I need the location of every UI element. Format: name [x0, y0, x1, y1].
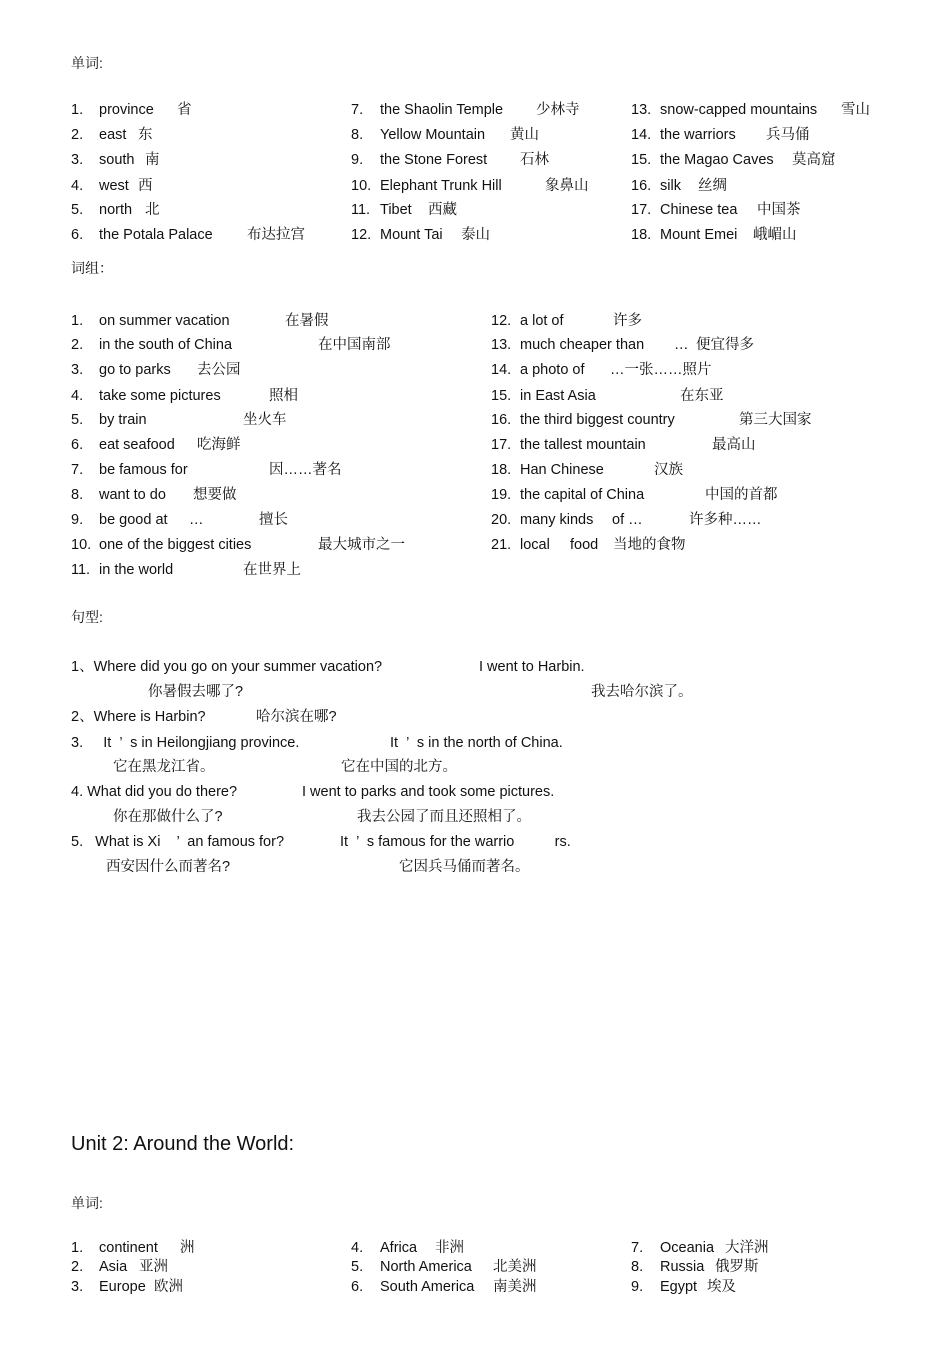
- phrase-english: a photo of: [520, 362, 585, 378]
- phrase-english: take some pictures: [99, 388, 221, 404]
- word-english: Mount Emei: [660, 227, 738, 243]
- sentence-5-a-zh: 它因兵马俑而著名。: [399, 859, 530, 875]
- word-chinese: 东: [138, 127, 153, 143]
- word-number: 2.: [71, 127, 84, 143]
- phrase-english: many kinds: [520, 512, 594, 528]
- sentence-4-a: I went to parks and took some pictures.: [302, 784, 555, 800]
- word-number: 8.: [351, 127, 364, 143]
- phrase-english: Han Chinese: [520, 462, 604, 478]
- phrase-number: 11.: [71, 562, 91, 578]
- phrase-number: 21.: [491, 537, 512, 553]
- phrase-english: much cheaper than: [520, 337, 645, 353]
- word-english: the Shaolin Temple: [380, 102, 504, 118]
- word-english: Mount Tai: [380, 227, 443, 243]
- word-number: 13.: [631, 102, 652, 118]
- word-chinese: 莫高窟: [792, 152, 836, 168]
- phrase-english: the capital of China: [520, 487, 645, 503]
- word-english: silk: [660, 178, 681, 194]
- phrase-english: be famous for: [99, 462, 188, 478]
- phrase-english: in the south of China: [99, 337, 233, 353]
- word-chinese: 象鼻山: [545, 178, 589, 194]
- unit2-word-english: Oceania: [660, 1240, 715, 1256]
- sentence-3-a: It ’ s in the north of China.: [390, 735, 563, 751]
- phrase-english: go to parks: [99, 362, 171, 378]
- unit2-word-english: North America: [380, 1259, 472, 1275]
- phrase-chinese: 因……著名: [269, 462, 342, 478]
- word-chinese: 雪山: [841, 102, 870, 118]
- phrase-number: 5.: [71, 412, 84, 428]
- phrase-english: a lot of: [520, 313, 564, 329]
- word-english: west: [99, 178, 129, 194]
- phrase-ellipsis: …: [674, 337, 689, 353]
- phrases-heading: 词组：: [71, 260, 113, 276]
- word-number: 1.: [71, 102, 84, 118]
- word-number: 10.: [351, 178, 372, 194]
- phrase-chinese: 最大城市之一: [318, 537, 405, 553]
- sentence-2-q-zh: 哈尔滨在哪?: [256, 709, 337, 725]
- word-number: 4.: [71, 178, 84, 194]
- word-english: Chinese tea: [660, 202, 738, 218]
- phrase-number: 17.: [491, 437, 512, 453]
- sentence-5-q: 5. What is Xi ’ an famous for?: [71, 834, 285, 850]
- unit2-word-number: 4.: [351, 1240, 364, 1256]
- word-chinese: 南: [145, 152, 160, 168]
- words-heading: 单词:: [71, 55, 103, 71]
- unit2-word-chinese: 俄罗斯: [715, 1259, 759, 1275]
- unit2-word-number: 3.: [71, 1279, 84, 1295]
- phrase-number: 14.: [491, 362, 512, 378]
- sentence-4-q: 4. What did you do there?: [71, 784, 238, 800]
- phrase-number: 2.: [71, 337, 84, 353]
- phrase-english: local: [520, 537, 550, 553]
- word-chinese: 中国茶: [757, 202, 801, 218]
- phrase-chinese: 当地的食物: [613, 537, 686, 553]
- phrase-number: 9.: [71, 512, 84, 528]
- phrase-chinese: …一张……照片: [610, 362, 712, 378]
- word-number: 12.: [351, 227, 372, 243]
- word-english: the Potala Palace: [99, 227, 213, 243]
- sentence-5-a: It ’ s famous for the warrio rs.: [340, 834, 571, 850]
- sentence-3-a-zh: 它在中国的北方。: [341, 759, 457, 775]
- phrase-chinese: 许多种……: [689, 512, 762, 528]
- unit2-word-chinese: 非洲: [435, 1240, 464, 1256]
- unit2-word-chinese: 南美洲: [493, 1279, 537, 1295]
- unit2-words-heading: 单词:: [71, 1195, 103, 1211]
- word-chinese: 省: [177, 102, 192, 118]
- word-english: Tibet: [380, 202, 412, 218]
- phrase-english: one of the biggest cities: [99, 537, 252, 553]
- phrase-chinese: 去公园: [197, 362, 241, 378]
- phrase-ellipsis: food: [570, 537, 599, 553]
- phrase-number: 16.: [491, 412, 512, 428]
- phrase-english: by train: [99, 412, 147, 428]
- phrase-number: 4.: [71, 388, 84, 404]
- sentence-3-q: 3. It ’ s in Heilongjiang province.: [71, 735, 300, 751]
- word-english: Elephant Trunk Hill: [380, 178, 502, 194]
- sentence-1-q-zh: 你暑假去哪了?: [148, 684, 244, 700]
- phrase-english: in East Asia: [520, 388, 596, 404]
- word-chinese: 西藏: [428, 202, 457, 218]
- word-chinese: 丝绸: [698, 178, 727, 194]
- sentence-1-a: I went to Harbin.: [479, 659, 585, 675]
- phrase-chinese: 照相: [269, 388, 298, 404]
- unit2-word-english: South America: [380, 1279, 475, 1295]
- phrase-chinese: 坐火车: [243, 412, 287, 428]
- word-number: 18.: [631, 227, 652, 243]
- unit2-word-english: Africa: [380, 1240, 418, 1256]
- unit2-word-number: 8.: [631, 1259, 644, 1275]
- phrase-number: 6.: [71, 437, 84, 453]
- phrase-chinese: 第三大国家: [739, 412, 812, 428]
- word-number: 6.: [71, 227, 84, 243]
- unit2-word-chinese: 埃及: [707, 1279, 736, 1295]
- phrase-english: be good at: [99, 512, 168, 528]
- word-number: 17.: [631, 202, 652, 218]
- word-number: 9.: [351, 152, 364, 168]
- phrase-chinese: 吃海鲜: [197, 437, 241, 453]
- unit2-word-english: Europe: [99, 1279, 146, 1295]
- unit2-word-number: 5.: [351, 1259, 364, 1275]
- word-chinese: 少林寺: [536, 102, 580, 118]
- unit2-word-chinese: 北美洲: [493, 1259, 537, 1275]
- phrase-chinese: 在东亚: [680, 388, 724, 404]
- word-chinese: 黄山: [510, 127, 539, 143]
- unit2-word-number: 9.: [631, 1279, 644, 1295]
- sentence-4-q-zh: 你在那做什么了?: [113, 809, 223, 825]
- word-number: 3.: [71, 152, 84, 168]
- phrase-chinese: 在中国南部: [318, 337, 391, 353]
- unit2-word-number: 6.: [351, 1279, 364, 1295]
- unit2-word-english: Russia: [660, 1259, 705, 1275]
- phrase-english: on summer vacation: [99, 313, 230, 329]
- phrase-number: 10.: [71, 537, 92, 553]
- sentence-5-q-zh: 西安因什么而著名?: [106, 859, 231, 875]
- sentence-1-q: 1、Where did you go on your summer vacation?: [71, 659, 383, 675]
- word-chinese: 西: [138, 178, 153, 194]
- word-number: 11.: [351, 202, 371, 218]
- word-english: east: [99, 127, 127, 143]
- sentences-heading: 句型:: [71, 609, 103, 625]
- phrase-english: the tallest mountain: [520, 437, 646, 453]
- phrase-chinese: 便宜得多: [696, 337, 754, 353]
- word-chinese: 峨嵋山: [753, 227, 797, 243]
- word-number: 5.: [71, 202, 84, 218]
- unit2-word-chinese: 大洋洲: [725, 1240, 769, 1256]
- word-english: the Stone Forest: [380, 152, 488, 168]
- word-chinese: 布达拉宫: [247, 227, 305, 243]
- unit2-word-chinese: 亚洲: [139, 1259, 168, 1275]
- phrase-chinese: 中国的首都: [705, 487, 778, 503]
- phrase-number: 20.: [491, 512, 512, 528]
- phrase-number: 18.: [491, 462, 512, 478]
- phrase-english: want to do: [99, 487, 166, 503]
- word-english: province: [99, 102, 154, 118]
- phrase-chinese: 擅长: [259, 512, 288, 528]
- phrase-number: 1.: [71, 313, 84, 329]
- phrase-chinese: 在世界上: [243, 562, 301, 578]
- sentence-3-q-zh: 它在黑龙江省。: [113, 759, 215, 775]
- phrase-number: 15.: [491, 388, 512, 404]
- phrase-chinese: 最高山: [712, 437, 756, 453]
- word-chinese: 石林: [520, 152, 549, 168]
- phrase-chinese: 汉族: [654, 462, 683, 478]
- phrase-number: 13.: [491, 337, 512, 353]
- unit2-word-english: Egypt: [660, 1279, 698, 1295]
- word-english: the Magao Caves: [660, 152, 774, 168]
- phrase-ellipsis: of …: [612, 512, 643, 528]
- phrase-english: the third biggest country: [520, 412, 675, 428]
- phrase-number: 12.: [491, 313, 512, 329]
- word-english: south: [99, 152, 135, 168]
- word-number: 14.: [631, 127, 652, 143]
- word-number: 7.: [351, 102, 364, 118]
- word-english: the warriors: [660, 127, 736, 143]
- phrase-number: 7.: [71, 462, 84, 478]
- phrase-chinese: 想要做: [193, 487, 237, 503]
- sentence-2-q: 2、Where is Harbin?: [71, 709, 206, 725]
- phrase-ellipsis: …: [189, 512, 204, 528]
- unit2-word-chinese: 洲: [180, 1240, 195, 1256]
- phrase-english: in the world: [99, 562, 174, 578]
- phrase-number: 19.: [491, 487, 512, 503]
- word-english: Yellow Mountain: [380, 127, 486, 143]
- phrase-number: 8.: [71, 487, 84, 503]
- sentence-4-a-zh: 我去公园了而且还照相了。: [357, 809, 531, 825]
- unit2-word-number: 1.: [71, 1240, 84, 1256]
- unit-title: Unit 2: Around the World:: [71, 1133, 295, 1155]
- word-chinese: 兵马俑: [766, 127, 810, 143]
- phrase-chinese: 许多: [613, 313, 642, 329]
- word-chinese: 泰山: [461, 227, 490, 243]
- unit2-word-number: 7.: [631, 1240, 644, 1256]
- phrase-number: 3.: [71, 362, 84, 378]
- phrase-english: eat seafood: [99, 437, 175, 453]
- unit2-word-chinese: 欧洲: [154, 1279, 183, 1295]
- phrase-chinese: 在暑假: [285, 313, 329, 329]
- unit2-word-number: 2.: [71, 1259, 84, 1275]
- sentence-1-a-zh: 我去哈尔滨了。: [591, 684, 693, 700]
- word-chinese: 北: [145, 202, 160, 218]
- word-number: 15.: [631, 152, 652, 168]
- word-number: 16.: [631, 178, 652, 194]
- word-english: snow-capped mountains: [660, 102, 818, 118]
- unit2-word-english: continent: [99, 1240, 158, 1256]
- unit2-word-english: Asia: [99, 1259, 128, 1275]
- word-english: north: [99, 202, 133, 218]
